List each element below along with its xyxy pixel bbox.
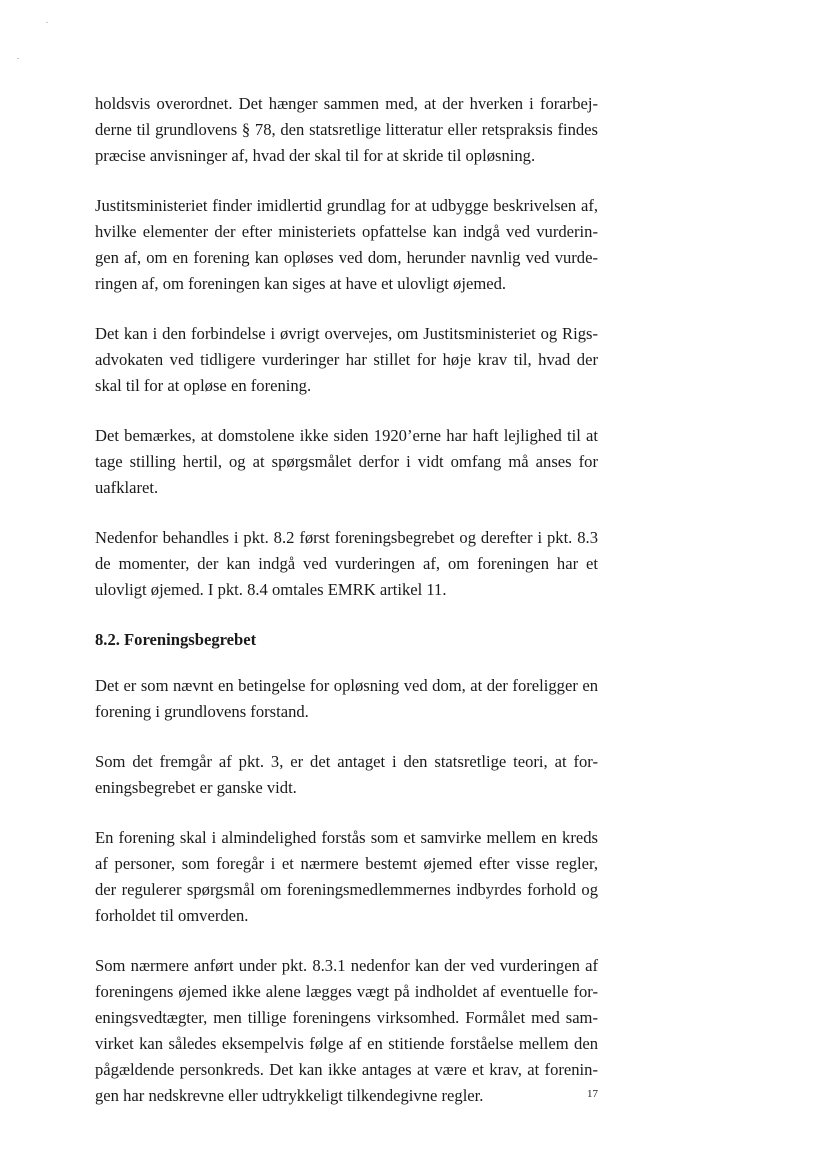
text-line: af personer, som foregår i et nærmere bestemt øjemed efter visse regler,	[95, 854, 598, 873]
paragraph	[95, 321, 598, 399]
paragraph	[95, 193, 598, 297]
text-line: advokaten ved tidligere vurderinger har stillet for høje krav til, hvad der	[95, 350, 598, 369]
text-line: Det bemærkes, at domstolene ikke siden 1920’erne har haft lejlighed til at	[95, 426, 598, 445]
text-line: skal til for at opløse en forening.	[95, 376, 312, 395]
page-body	[95, 91, 598, 1133]
body-section-bottom	[95, 673, 598, 1109]
text-line: Nedenfor behandles i pkt. 8.2 først foreningsbegrebet og derefter i pkt. 8.3	[95, 528, 598, 547]
text-line: Som nærmere anført under pkt. 8.3.1 nedenfor kan der ved vurderingen af	[95, 956, 598, 975]
text-line: ringen af, om foreningen kan siges at have et ulovligt øjemed.	[95, 274, 507, 293]
text-line: eningsvedtægter, men tillige foreningens virksomhed. Formålet med sam-	[95, 1008, 598, 1027]
paragraph	[95, 749, 598, 801]
text-line: præcise anvisninger af, hvad der skal til for at skride til opløsning.	[95, 146, 536, 165]
text-line: der regulerer spørgsmål om foreningsmedlemmernes indbyrdes forhold og	[95, 880, 598, 899]
text-line: hvilke elementer der efter ministeriets opfattelse kan indgå ved vurderin-	[95, 222, 598, 241]
text-line: derne til grundlovens § 78, den statsretlige litteratur eller retspraksis findes	[95, 120, 598, 139]
section-heading: 8.2. Foreningsbegrebet	[95, 630, 257, 649]
page-number: 17	[587, 1088, 598, 1100]
text-line: Justitsministeriet finder imidlertid grundlag for at udbygge beskrivelsen af,	[95, 196, 598, 215]
paragraph	[95, 953, 598, 1109]
scan-speck	[17, 58, 19, 59]
text-line: gen af, om en forening kan opløses ved dom, herunder navnlig ved vurde-	[95, 248, 598, 267]
paragraph	[95, 423, 598, 501]
paragraph	[95, 825, 598, 929]
text-line: En forening skal i almindelighed forstås som et samvirke mellem en kreds	[95, 828, 598, 847]
paragraph	[95, 525, 598, 603]
text-line: ulovligt øjemed. I pkt. 8.4 omtales EMRK artikel 11.	[95, 580, 447, 599]
text-line: uafklaret.	[95, 478, 159, 497]
text-line: virket kan således eksempelvis følge af en stitiende forståelse mellem den	[95, 1034, 598, 1053]
text-line: eningsbegrebet er ganske vidt.	[95, 778, 297, 797]
scan-speck	[46, 22, 48, 23]
paragraph	[95, 673, 598, 725]
text-line: tage stilling hertil, og at spørgsmålet derfor i vidt omfang må anses for	[95, 452, 598, 471]
text-line: holdsvis overordnet. Det hænger sammen med, at der hverken i forarbej-	[95, 94, 598, 113]
text-line: Det kan i den forbindelse i øvrigt overvejes, om Justitsministeriet og Rigs-	[95, 324, 598, 343]
body-section-top	[95, 91, 598, 603]
text-line: gen har nedskrevne eller udtrykkeligt tilkendegivne regler.	[95, 1086, 484, 1105]
text-line: de momenter, der kan indgå ved vurderingen af, om foreningen har et	[95, 554, 598, 573]
text-line: Det er som nævnt en betingelse for opløsning ved dom, at der foreligger en	[95, 676, 598, 695]
text-line: foreningens øjemed ikke alene lægges vægt på indholdet af eventuelle for-	[95, 982, 598, 1001]
text-line: Som det fremgår af pkt. 3, er det antaget i den statsretlige teori, at for-	[95, 752, 598, 771]
paragraph	[95, 91, 598, 169]
text-line: forening i grundlovens forstand.	[95, 702, 309, 721]
text-line: pågældende personkreds. Det kan ikke antages at være et krav, at forenin-	[95, 1060, 598, 1079]
text-line: forholdet til omverden.	[95, 906, 249, 925]
